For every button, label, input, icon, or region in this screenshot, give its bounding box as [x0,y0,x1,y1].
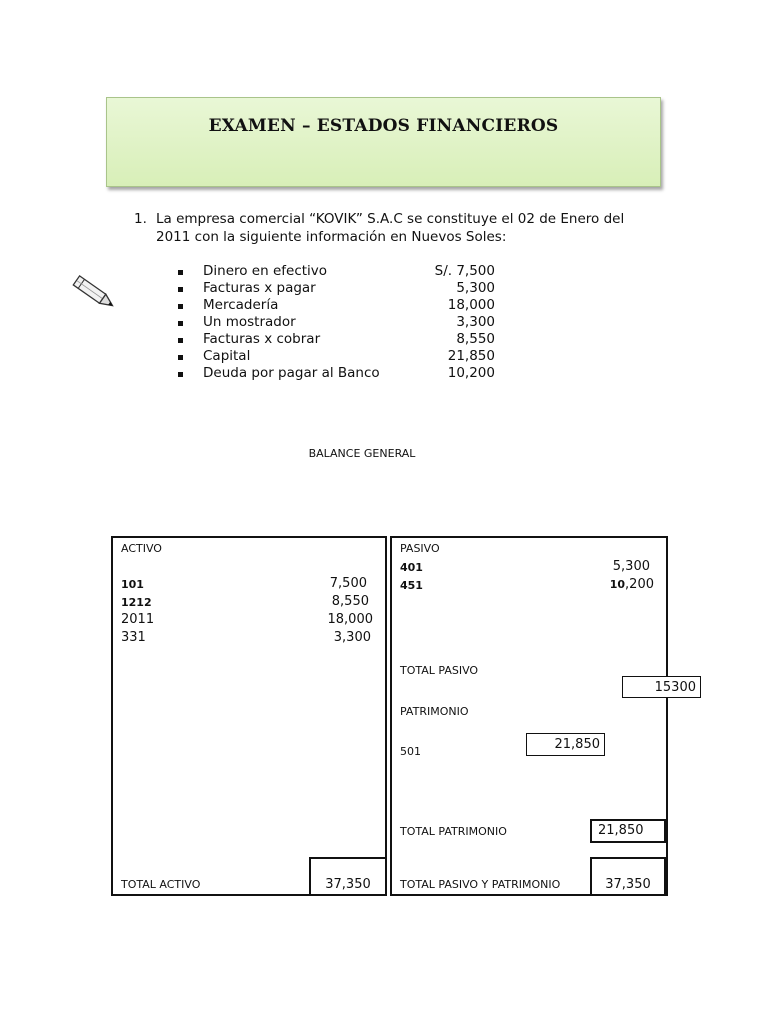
activo-account: 2011 [121,612,155,627]
bullet-icon [178,270,183,275]
list-item: Mercadería 18,000 [178,297,498,314]
total-patrimonio-value: 21,850 [590,819,666,843]
patrimonio-heading: PATRIMONIO [400,705,469,718]
bullet-icon [178,372,183,377]
question-1 [134,210,634,246]
activo-value: 8,550 [331,594,369,609]
list-item: Capital 21,850 [178,348,498,365]
list-item: Facturas x cobrar 8,550 [178,331,498,348]
total-patrimonio-label: TOTAL PATRIMONIO [400,825,507,838]
title-banner [106,97,661,187]
patrimonio-value: 21,850 [526,733,605,756]
bullet-icon [178,355,183,360]
activo-account: 1212 [121,596,152,609]
pasivo-account: 401 [400,561,423,574]
list-item: Deuda por pagar al Banco 10,200 [178,365,498,382]
total-activo-value: 37,350 [309,857,387,896]
balance-title: BALANCE GENERAL [308,447,416,460]
bullet-icon [178,321,183,326]
total-pasivo-value: 15300 [622,676,701,698]
pasivo-account: 451 [400,579,423,592]
item-list [178,263,498,382]
pasivo-value: 5,300 [612,559,650,574]
question-text: La empresa comercial “KOVIK” S.A.C se constituye el 02 de Enero del 2011 con la siguiente información en Nuevos Soles: [156,211,625,245]
total-pasivo-label: TOTAL PASIVO [400,664,479,677]
bullet-icon [178,304,183,309]
activo-value: 3,300 [333,630,371,645]
total-pasivo-patrimonio-value: 37,350 [590,857,666,896]
total-activo-label: TOTAL ACTIVO [121,878,201,891]
activo-account: 101 [121,578,144,591]
list-item: Dinero en efectivo S/. 7,500 [178,263,498,280]
activo-panel [111,536,387,896]
activo-heading: ACTIVO [121,542,162,555]
page-title: EXAMEN – ESTADOS FINANCIEROS [208,116,559,136]
bullet-icon [178,287,183,292]
patrimonio-account: 501 [400,745,421,758]
pasivo-heading: PASIVO [400,542,440,555]
question-number: 1. [134,211,147,227]
list-item: Facturas x pagar 5,300 [178,280,498,297]
pasivo-panel [390,536,696,896]
activo-value: 18,000 [327,612,373,627]
list-item: Un mostrador 3,300 [178,314,498,331]
total-pasivo-patrimonio-label: TOTAL PASIVO Y PATRIMONIO [400,878,561,891]
activo-account: 331 [121,630,146,645]
bullet-icon [178,338,183,343]
pencil-icon [70,272,120,316]
activo-value: 7,500 [329,576,367,591]
pasivo-value: 10,200 [609,577,654,592]
